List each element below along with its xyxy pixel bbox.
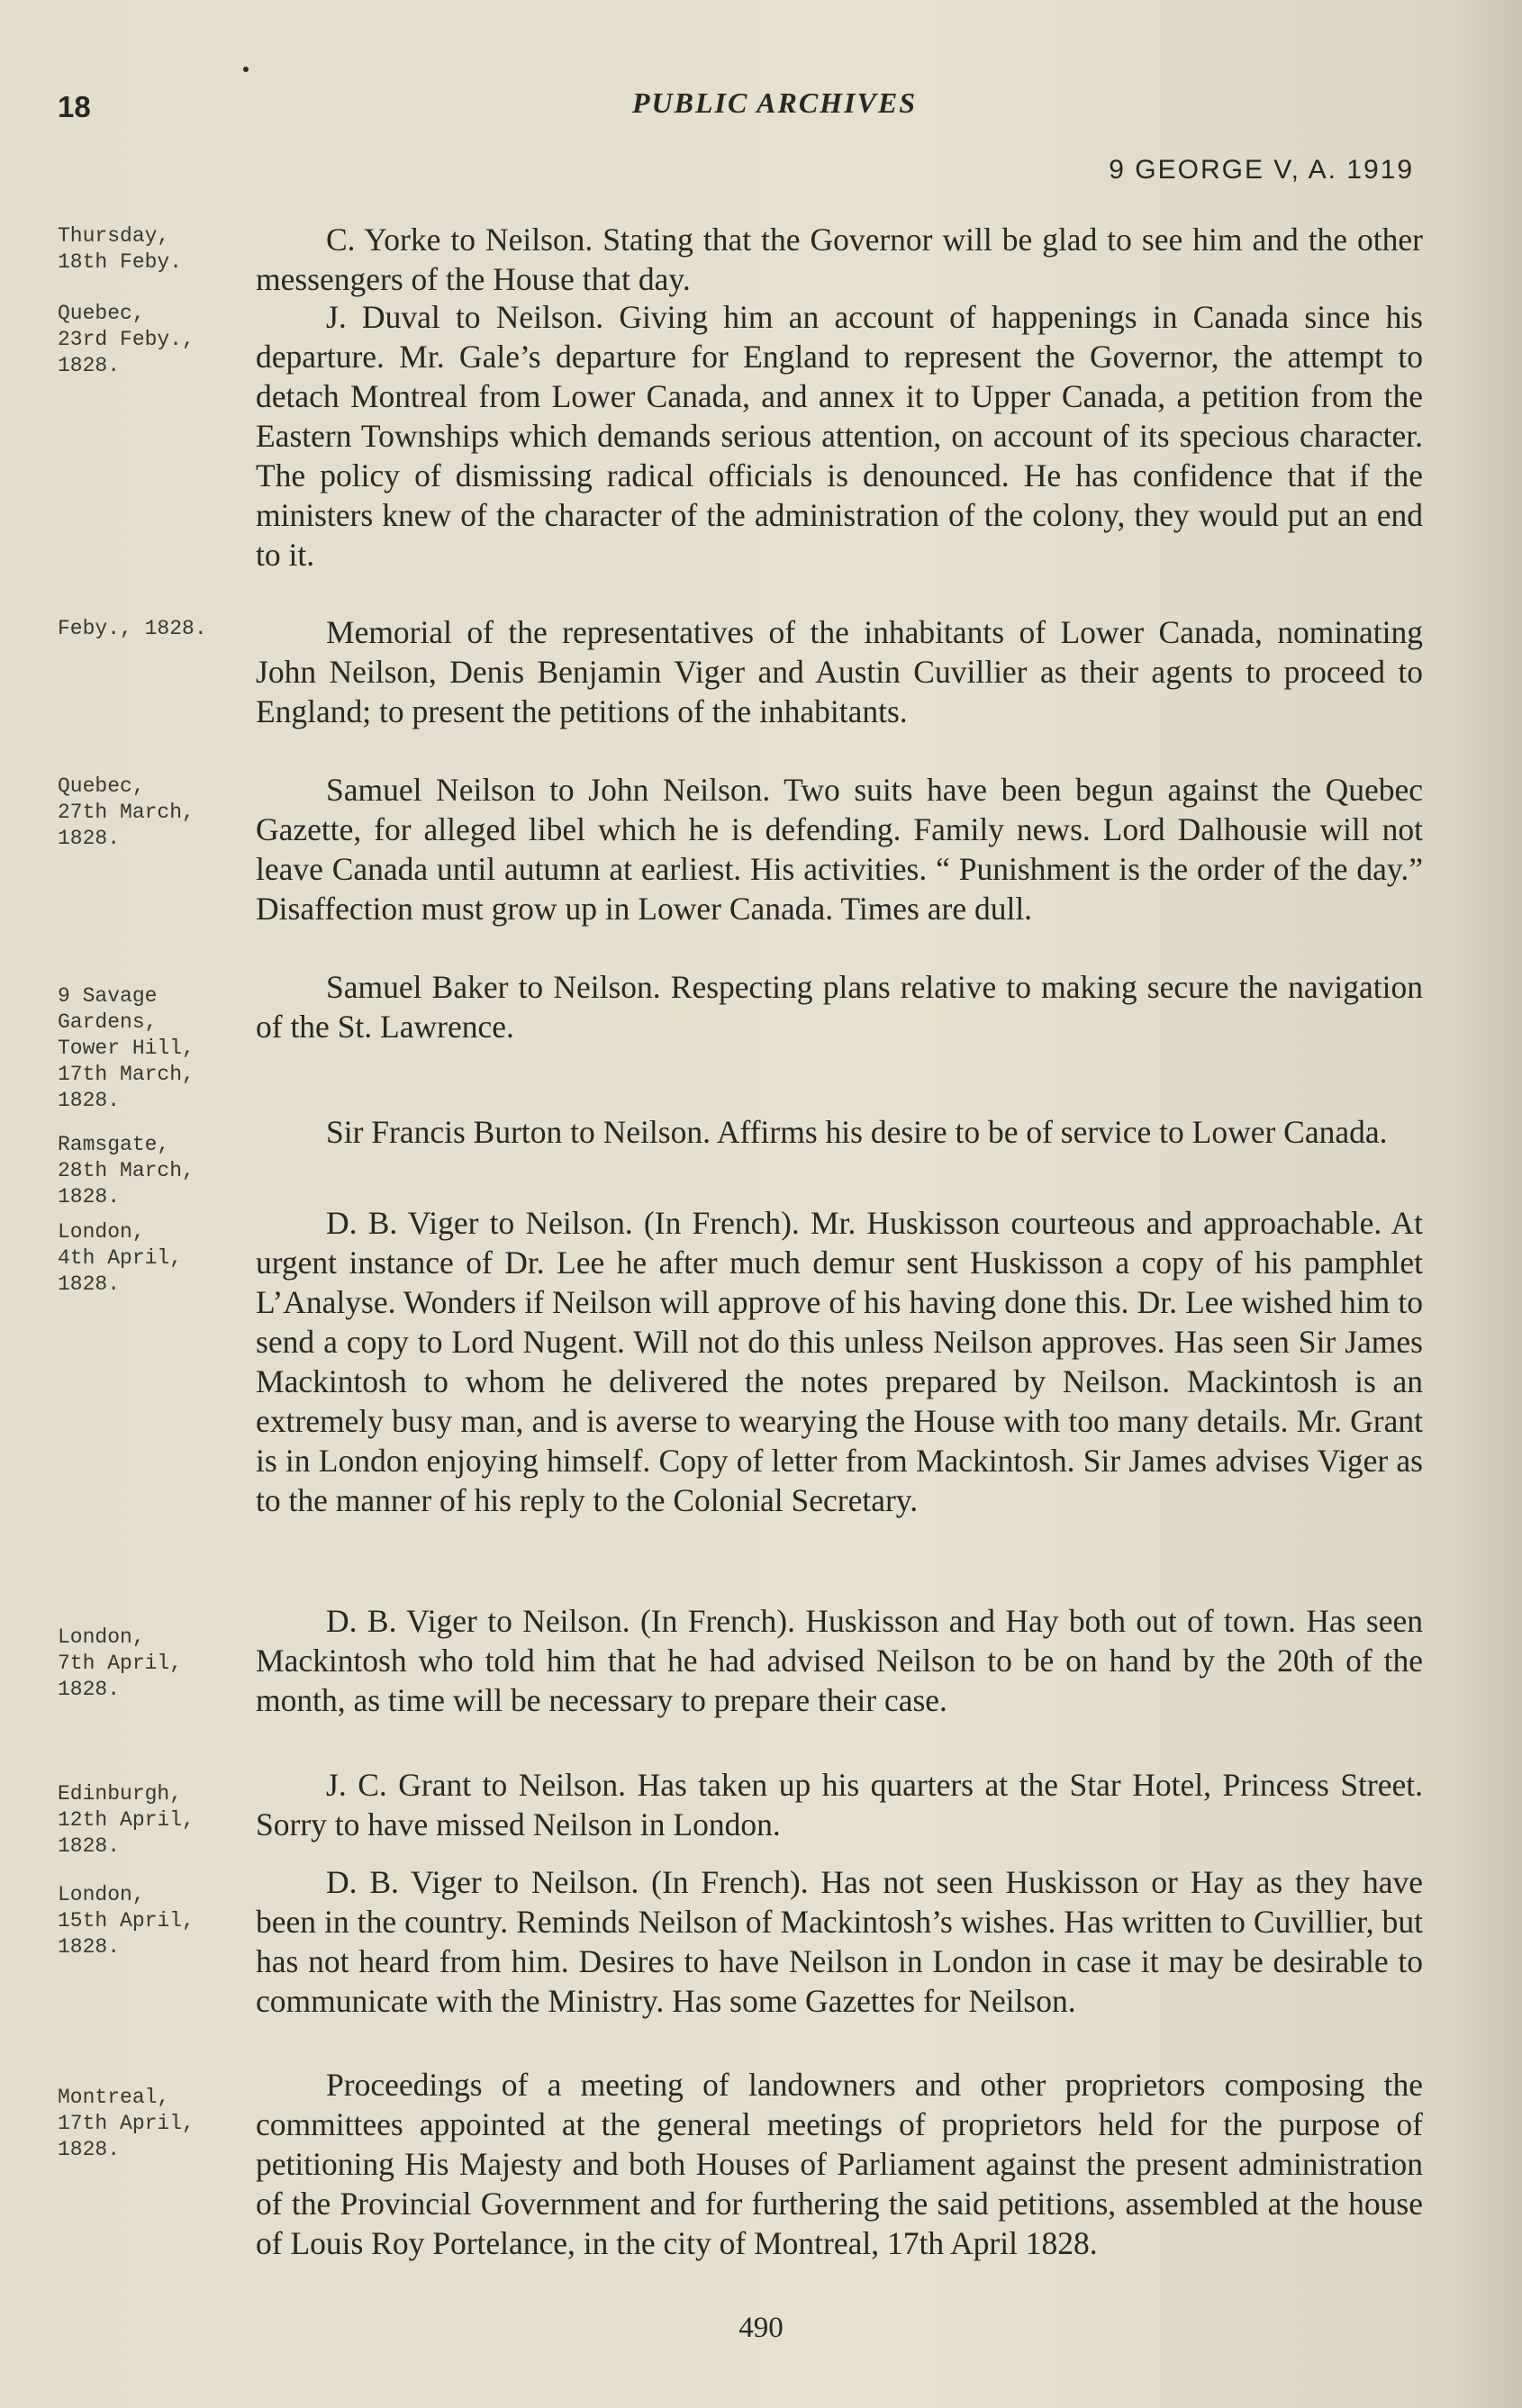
entry-text: J. C. Grant to Neilson. Has taken up his quarters at the Star Hotel, Princess Street. Sorry to have missed Neilson in London. (256, 1767, 1423, 1842)
entry-text: Memorial of the representatives of the inhabitants of Lower Canada, nominating John Neilson, Denis Benjamin Viger and Austin Cuvillier as their agents to proceed to England; to present the petitions of the inhabitants. (256, 614, 1423, 729)
margin-note: 9 Savage Gardens, Tower Hill, 17th March, 1828. (58, 984, 195, 1112)
margin-note: Edinburgh, 12th April, 1828. (58, 1782, 195, 1858)
margin-note: Ramsgate, 28th March, 1828. (58, 1133, 195, 1209)
margin-note: Thursday, 18th Feby. (58, 224, 183, 274)
page-number: 18 (58, 90, 91, 123)
entry-text: C. Yorke to Neilson. Stating that the Governor will be glad to see him and the other messengers of the House that day. (256, 222, 1423, 297)
entry-text: J. Duval to Neilson. Giving him an account of happenings in Canada since his departure. Mr. Gale’s departure for England to represent the Governor, the attempt to detach Montreal from Lower Canada, and annex it to Upper Canada, a petition from the Eastern Townships which demands serious attention, on account of its specious character. The policy of dismissing radical officials is denounced. He has confidence that if the ministers knew of the character of the administration of the colony, they would put an end to it. (256, 299, 1423, 573)
entry-text: D. B. Viger to Neilson. (In French). Mr. Huskisson courteous and approachable. At urgent instance of Dr. Lee he after much demur sent Huskisson a copy of his pamphlet L’Analyse. Wonders if Neilson will approve of his having done this. Dr. Lee wished him to send a copy to Lord Nugent. Will not do this unless Neilson approves. Has seen Sir James Mackintosh to whom he delivered the notes prepared by Neilson. Mackintosh is an extremely busy man, and is averse to wearying the House with too many details. Mr. Grant is in London enjoying himself. Copy of letter from Mackintosh. Sir James advises Viger as to the manner of his reply to the Colonial Secretary. (256, 1205, 1423, 1518)
entry-text: Proceedings of a meeting of landowners and other proprietors composing the committees appointed at the general meetings of proprietors held for the purpose of petitioning His Majesty and both Houses of Parliament against the present administration of the Provincial Government and for furthering the said petitions, assembled at the house of Louis Roy Portelance, in the city of Montreal, 17th April 1828. (256, 2067, 1423, 2261)
ink-speck (243, 67, 249, 72)
entry-text: Sir Francis Burton to Neilson. Affirms his desire to be of service to Lower Canada. (326, 1114, 1388, 1150)
entry-text: D. B. Viger to Neilson. (In French). Huskisson and Hay both out of town. Has seen Mackintosh who told him that he had advised Neilson to be on hand by the 20th of the month, as time will be necessary to prepare their case. (256, 1603, 1423, 1718)
session-header: 9 GEORGE V, A. 1919 (1109, 155, 1414, 185)
margin-note: London, 4th April, 1828. (58, 1220, 183, 1296)
margin-note: London, 15th April, 1828. (58, 1883, 195, 1959)
margin-note: Feby., 1828. (58, 617, 207, 640)
running-title: PUBLIC ARCHIVES (631, 86, 917, 119)
folio-number: 490 (738, 2312, 784, 2344)
margin-note: Quebec, 27th March, 1828. (58, 774, 195, 850)
entry-text: Samuel Baker to Neilson. Respecting plans relative to making secure the navigation of the St. Lawrence. (256, 969, 1423, 1045)
margin-note: London, 7th April, 1828. (58, 1625, 183, 1701)
entry-text: D. B. Viger to Neilson. (In French). Has not seen Huskisson or Hay as they have been in the country. Reminds Neilson of Mackintosh’s wishes. Has written to Cuvillier, but has not heard from him. Desires to have Neilson in London in case it may be desirable to communicate with the Ministry. Has some Gazettes for Neilson. (256, 1864, 1423, 2019)
margin-note: Montreal, 17th April, 1828. (58, 2086, 195, 2161)
entry-text: Samuel Neilson to John Neilson. Two suits have been begun against the Quebec Gazette, for alleged libel which he is defending. Family news. Lord Dalhousie will not leave Canada until autumn at earliest. His activities. “ Punishment is the order of the day.” Disaffection must grow up in Lower Canada. Times are dull. (256, 772, 1423, 927)
margin-note: Quebec, 23rd Feby., 1828. (58, 302, 195, 377)
